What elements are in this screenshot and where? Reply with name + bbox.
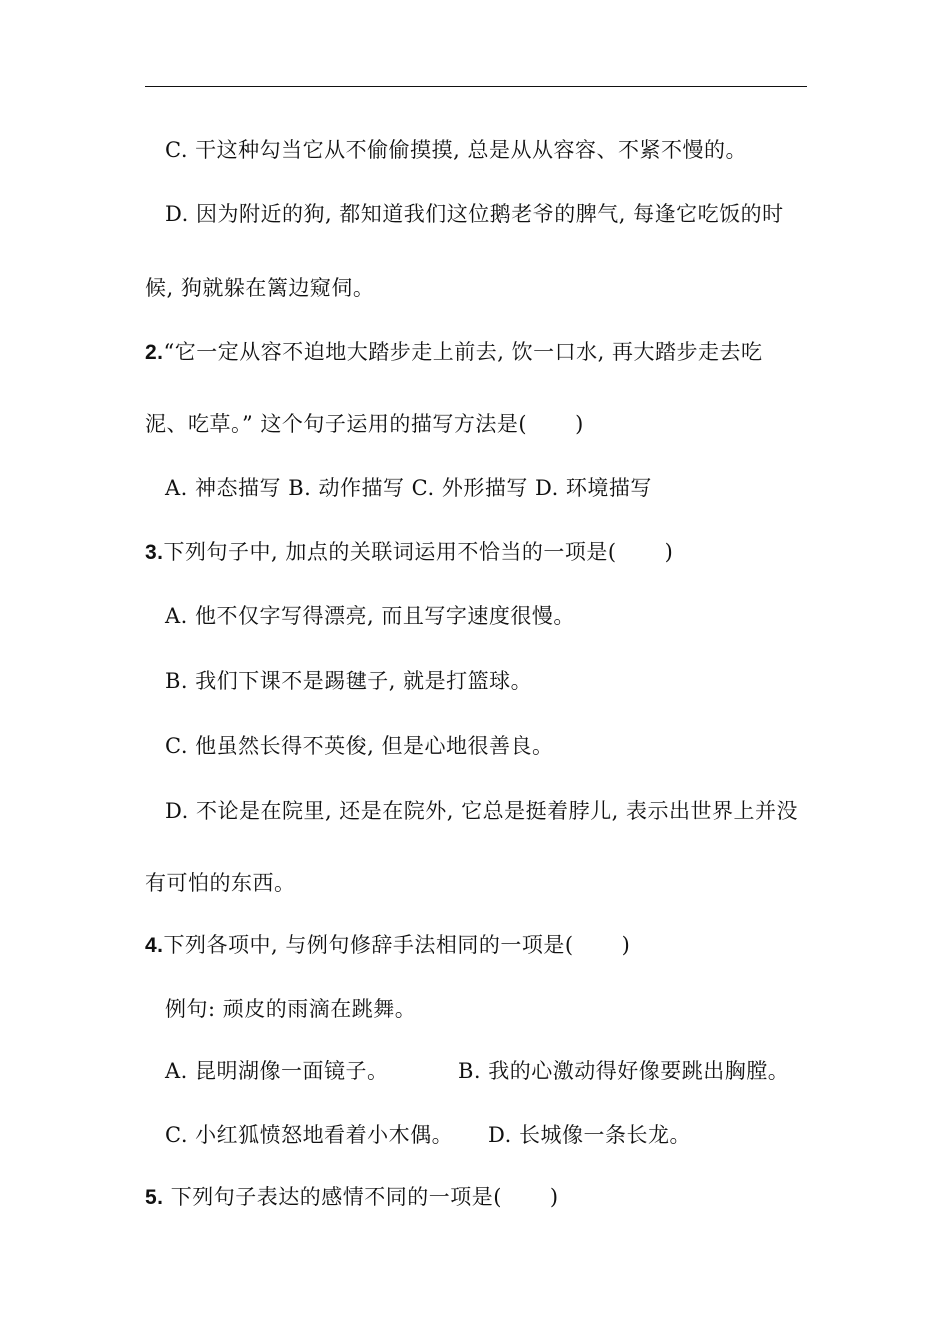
q2-options: A. 神态描写 B. 动作描写 C. 外形描写 D. 环境描写 (165, 476, 652, 500)
q5-number: 5. (145, 1186, 164, 1209)
q1-option-c: C. 干这种勾当它从不偷偷摸摸, 总是从从容容、不紧不慢的。 (165, 138, 748, 162)
q2-stem-close: ) (575, 412, 584, 436)
q4-stem-text: 下列各项中, 与例句修辞手法相同的一项是( (163, 933, 574, 957)
q3-stem-close: ) (664, 540, 674, 564)
q4-stem (145, 930, 630, 961)
q2-stem-line1 (145, 337, 762, 368)
q4-option-a: A. 昆明湖像一面镜子。 (165, 1059, 389, 1083)
q3-option-b: B. 我们下课不是踢毽子, 就是打篮球。 (165, 669, 533, 693)
q2-stem-text-2: 泥、吃草。” 这个句子运用的描写方法是( (145, 412, 528, 436)
q5-stem-close: ) (549, 1185, 559, 1209)
q2-stem-line2 (145, 409, 584, 439)
q2-number: 2. (145, 341, 164, 364)
q3-stem (145, 537, 673, 568)
header-rule (145, 86, 807, 87)
q4-option-b: B. 我的心激动得好像要跳出胸膛。 (458, 1059, 790, 1083)
q1-option-d-line1: D. 因为附近的狗, 都知道我们这位鹅老爷的脾气, 每逢它吃饭的时 (165, 202, 784, 226)
q4-option-c: C. 小红狐愤怒地看着小木偶。 (165, 1123, 454, 1147)
q3-option-a: A. 他不仅字写得漂亮, 而且写字速度很慢。 (165, 604, 575, 628)
q4-option-d: D. 长城像一条长龙。 (488, 1123, 691, 1147)
q4-stem-close: ) (621, 933, 631, 957)
q3-option-d-line1: D. 不论是在院里, 还是在院外, 它总是挺着脖儿, 表示出世界上并没 (165, 799, 798, 823)
q4-example: 例句: 顽皮的雨滴在跳舞。 (165, 997, 417, 1021)
q3-option-d-line2: 有可怕的东西。 (145, 871, 296, 895)
q4-number: 4. (145, 934, 164, 957)
q2-stem-text-1: “它一定从容不迫地大踏步走上前去, 饮一口水, 再大踏步走去吃 (163, 340, 763, 364)
q3-number: 3. (145, 541, 164, 564)
q3-option-c: C. 他虽然长得不英俊, 但是心地很善良。 (165, 734, 554, 758)
q5-stem (145, 1182, 559, 1213)
q1-option-d-line2: 候, 狗就躲在篱边窥伺。 (145, 276, 375, 300)
q3-stem-text: 下列句子中, 加点的关联词运用不恰当的一项是( (163, 540, 617, 564)
q5-stem-text: 下列句子表达的感情不同的一项是( (170, 1185, 502, 1209)
